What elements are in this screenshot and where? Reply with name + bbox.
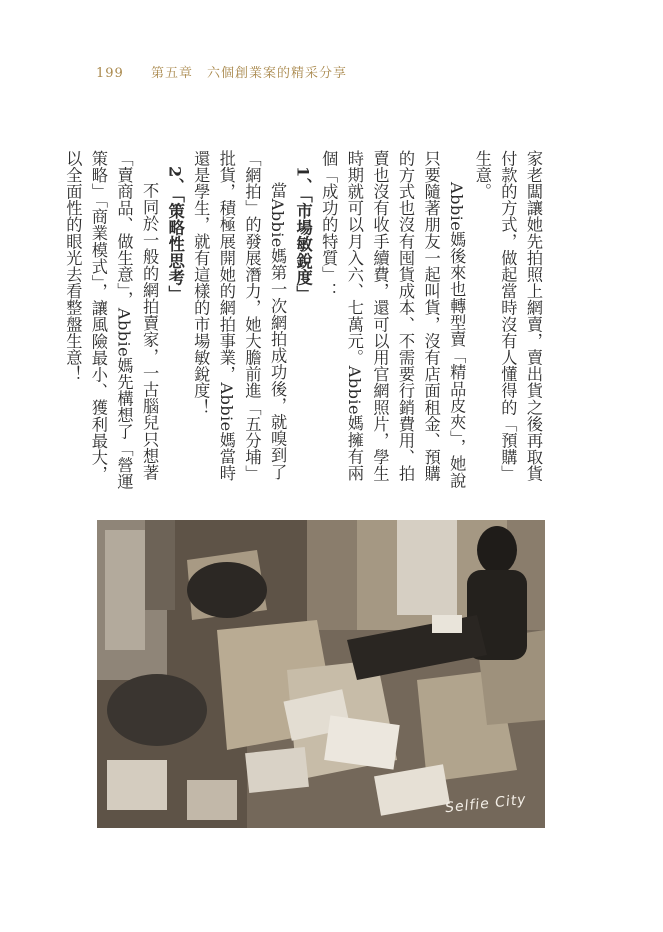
heading-1-number: 1、 — [293, 166, 313, 195]
paragraph-4: 不同於一般的網拍賣家，一古腦兒只想著「賣商品、做生意」，Abbie媽先構想了「營運策略」「商業模式」，讓風險最小、獲利最大，以全面性的眼光去看整盤生意！ — [63, 150, 160, 490]
photo-watermark: Selfie City — [444, 791, 528, 817]
heading-1-title: 「市場敏銳度」 — [293, 194, 313, 303]
paragraph-2: Abbie媽後來也轉型賣「精品皮夾」，她說只要隨著朋友一起叫貨，沒有店面租金、預購的方式也沒有囤貨成本、不需要行銷費用、拍賣也沒有收手續費，還可以用官網照片，學生時期就可以月入六、七萬元。Abbie媽擁有兩個「成功的特質」： — [319, 150, 467, 490]
photo-illustration — [97, 520, 545, 828]
body-text-vertical — [63, 150, 546, 490]
page-number: 199 — [96, 66, 124, 81]
paragraph-3: 當Abbie媽第一次網拍成功後，就嗅到了「網拍」的發展潛力，她大膽前進「五分埔」批貨，積極展開她的網拍事業，Abbie媽當時還是學生，就有這樣的市場敏銳度！ — [191, 150, 288, 482]
section-heading-1 — [290, 150, 316, 490]
paragraph-1: 家老闆讓她先拍照上網賣，賣出貨之後再取貨付款的方式，做起當時沒有人懂得的「預購」生意。 — [472, 150, 543, 482]
heading-2-title: 「策略性思考」 — [165, 194, 185, 303]
running-header — [96, 62, 347, 81]
heading-2-number: 2、 — [165, 166, 185, 195]
inventory-photo — [97, 520, 545, 828]
section-heading-2 — [162, 150, 188, 490]
chapter-title: 第五章 六個創業案的精采分享 — [150, 66, 347, 81]
